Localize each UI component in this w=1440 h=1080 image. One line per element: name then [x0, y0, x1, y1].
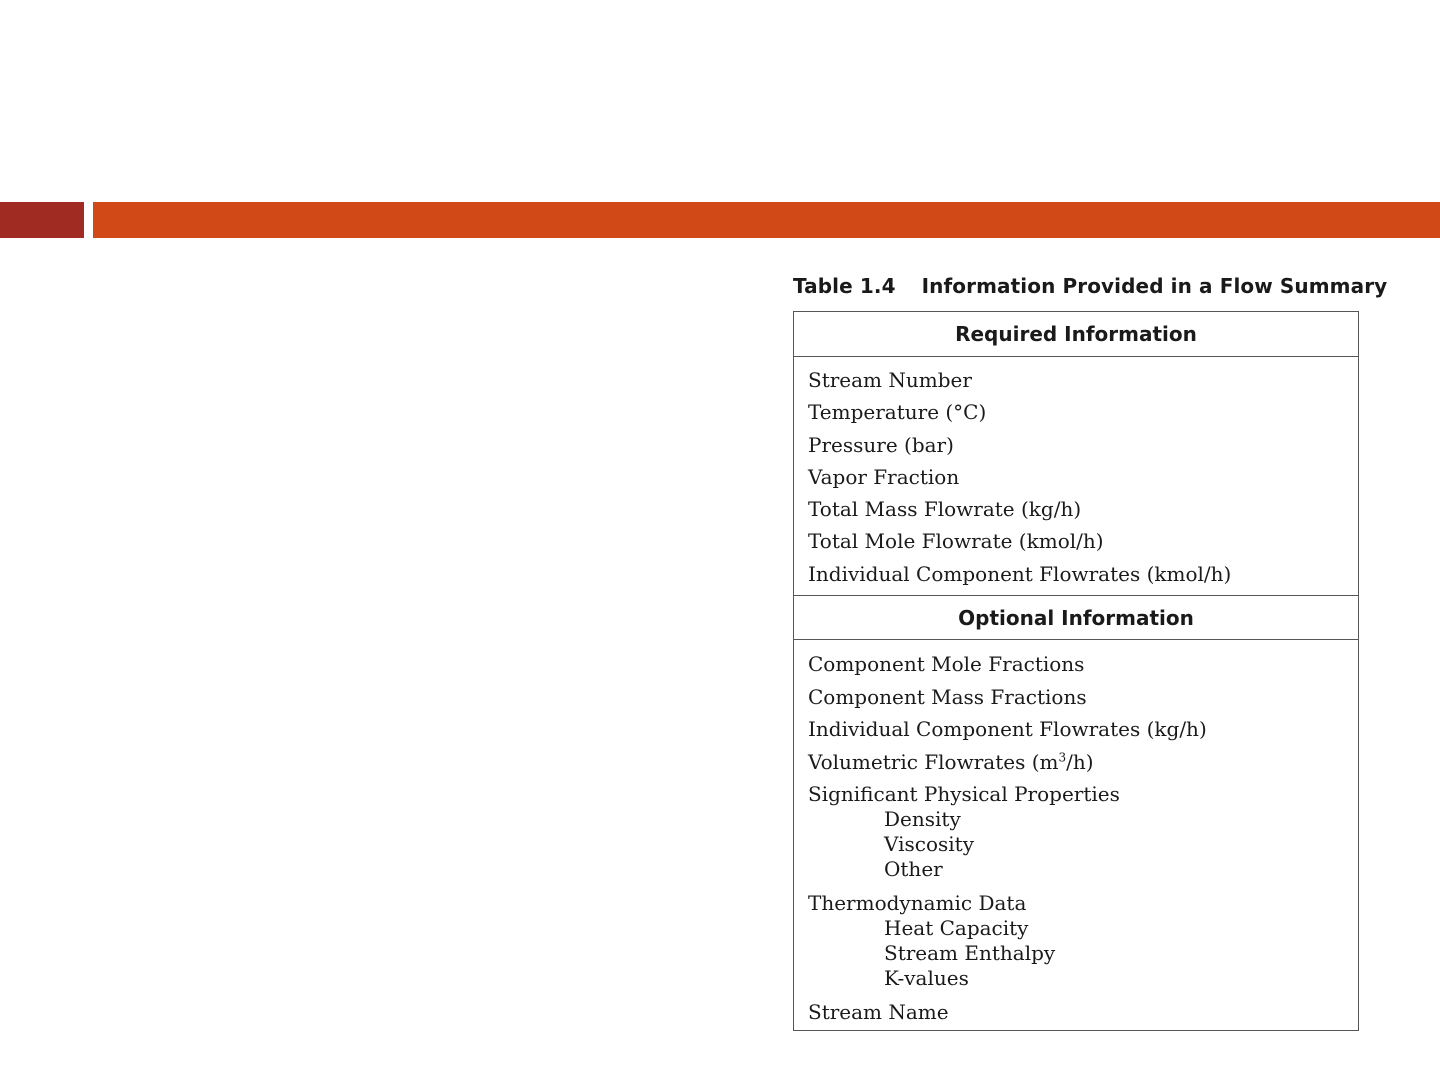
sub-item: K-values: [884, 966, 969, 990]
list-item: Pressure (bar): [808, 432, 954, 457]
list-item: Total Mole Flowrate (kmol/h): [808, 529, 1104, 554]
list-item: Individual Component Flowrates (kmol/h): [808, 561, 1232, 586]
optional-information-list: [808, 651, 1358, 1032]
volumetric-superscript: 3: [1058, 749, 1067, 764]
thermodynamic-data-group: [808, 890, 1358, 991]
table-caption: [793, 274, 1387, 298]
list-item: Individual Component Flowrates (kg/h): [808, 717, 1207, 741]
list-item: Vapor Fraction: [808, 464, 960, 489]
optional-information-header: Optional Information: [794, 595, 1358, 640]
sub-item: Heat Capacity: [884, 916, 1029, 940]
sub-item: Stream Enthalpy: [884, 941, 1056, 965]
accent-bar-left: [0, 202, 84, 238]
volumetric-suffix: /h): [1066, 749, 1094, 774]
required-information-header: Required Information: [794, 312, 1358, 357]
sub-item: Other: [884, 857, 943, 881]
physical-properties-title: Significant Physical Properties: [808, 782, 1120, 806]
table-title: Information Provided in a Flow Summary: [921, 274, 1388, 298]
required-information-list: [808, 367, 1358, 593]
volumetric-flowrates-item: [808, 749, 1358, 782]
accent-bar-main: [93, 202, 1440, 238]
volumetric-prefix: Volumetric Flowrates (m: [808, 749, 1059, 774]
list-item: Component Mass Fractions: [808, 684, 1087, 709]
list-item: Total Mass Flowrate (kg/h): [808, 497, 1082, 522]
sub-item: Density: [884, 807, 961, 831]
sub-item: Viscosity: [884, 832, 974, 856]
physical-properties-group: [808, 781, 1358, 882]
list-item: Stream Number: [808, 368, 972, 392]
flow-summary-table: [793, 311, 1359, 1031]
thermodynamic-data-title: Thermodynamic Data: [808, 891, 1027, 915]
table-number: Table 1.4: [793, 274, 896, 298]
list-item: Temperature (°C): [808, 400, 987, 425]
list-item: Stream Name: [808, 1000, 949, 1024]
list-item: Component Mole Fractions: [808, 652, 1085, 676]
